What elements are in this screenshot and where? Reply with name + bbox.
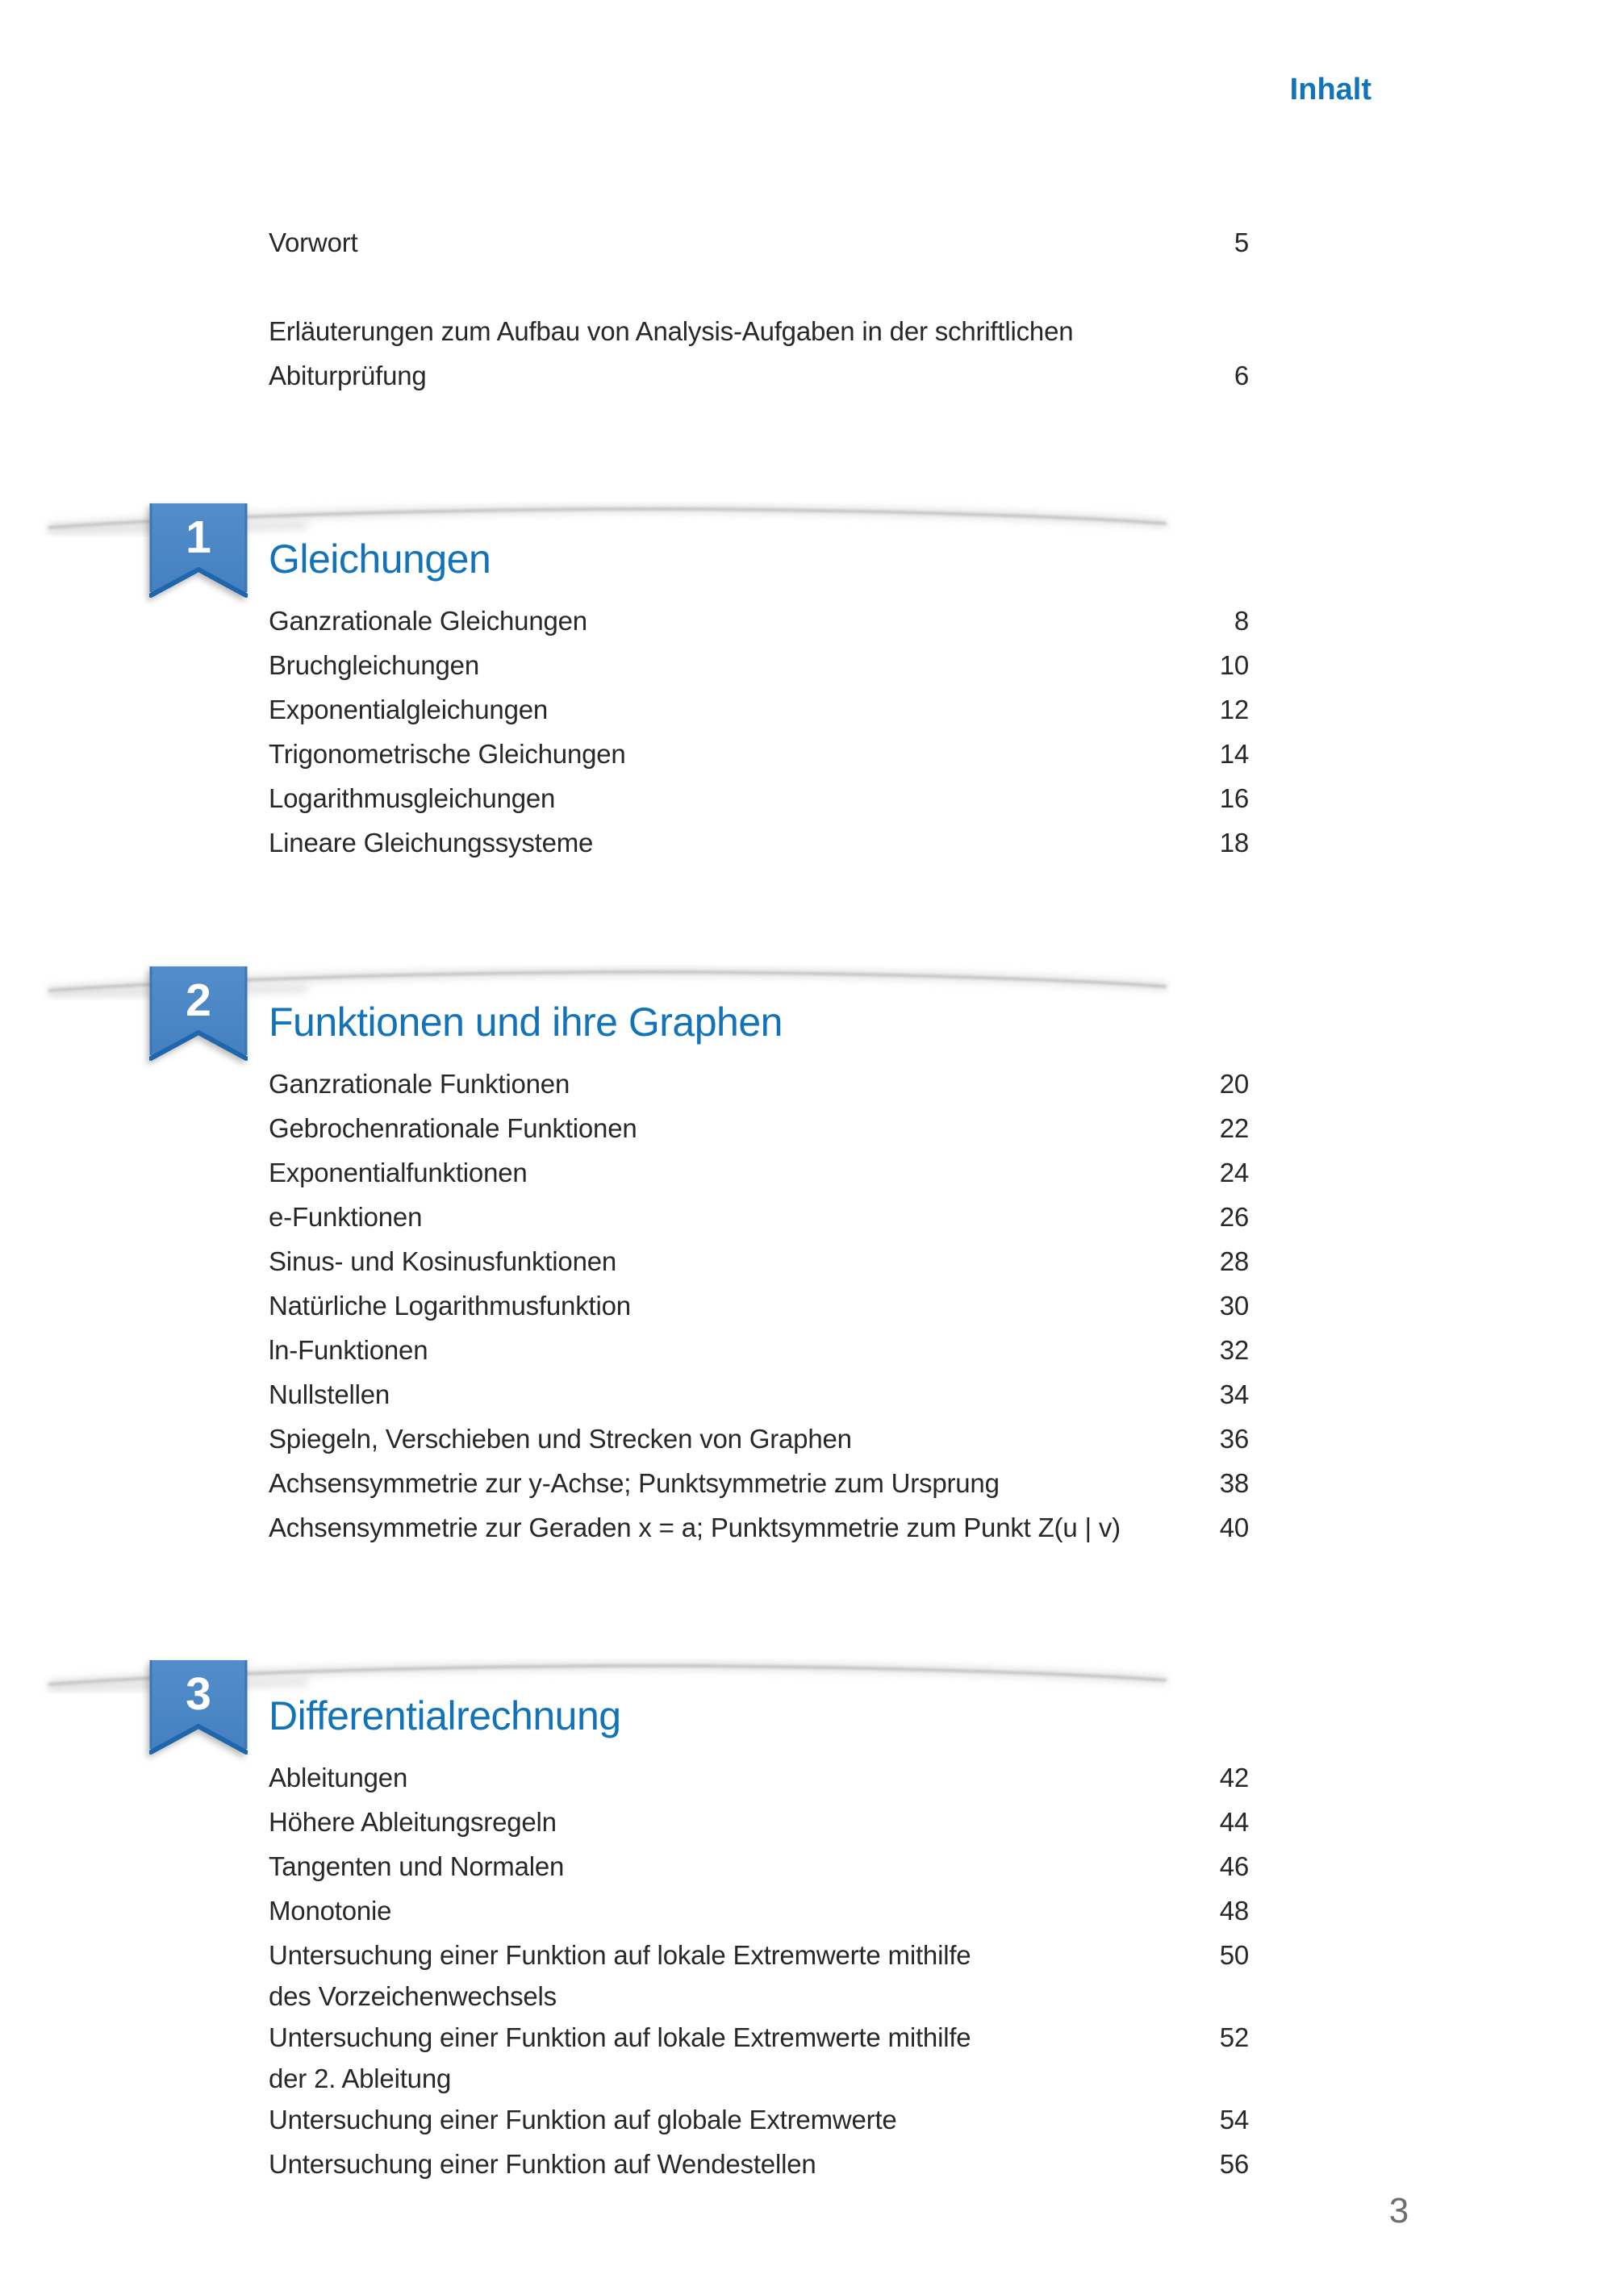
toc-entry [269,1062,1249,1106]
entry-label: Untersuchung einer Funktion auf lokale Extremwerte mithilfe [269,1939,971,1970]
section-number: 2 [186,974,211,1026]
section-title: Gleichungen [269,536,491,582]
entry-label: Vorwort [269,227,358,257]
toc-entry [269,1505,1249,1550]
entry-label: Sinus- und Kosinusfunktionen [269,1246,617,1276]
entry-label: Exponentialgleichungen [269,694,549,724]
entry-page-number: 30 [1219,1290,1249,1321]
toc-entry [269,1106,1249,1150]
entry-page-number: 22 [1219,1112,1249,1143]
entry-page-number: 24 [1219,1157,1249,1187]
section-number: 3 [186,1668,211,1720]
entry-page-number: 6 [1234,360,1249,390]
toc-entry [269,1328,1249,1372]
entry-page-number: 18 [1219,827,1249,858]
entry-label: Höhere Ableitungsregeln [269,1806,557,1837]
entry-page-number: 56 [1219,2148,1249,2179]
toc-entry [269,1844,1249,1888]
entry-page-number: 48 [1219,1895,1249,1926]
toc-entry [269,1977,1249,2015]
entry-page-number: 5 [1234,227,1249,257]
entry-label: e-Funktionen [269,1201,423,1232]
section-number-badge [149,503,248,600]
toc-entry [269,2097,1249,2142]
toc-entry [269,309,1249,353]
entry-page-number: 52 [1219,2022,1249,2052]
section-entries [269,599,1249,865]
entry-page-number: 42 [1219,1762,1249,1792]
entry-page-number: 44 [1219,1806,1249,1837]
entry-page-number: 38 [1219,1467,1249,1498]
toc-entry [269,1283,1249,1328]
section-number-badge [149,966,248,1063]
entry-label: Abiturprüfung [269,360,427,390]
section-number: 1 [186,511,211,563]
entry-label: Achsensymmetrie zur y-Achse; Punktsymmetrie zum Ursprung [269,1467,1000,1498]
entry-page-number: 34 [1219,1379,1249,1409]
entry-page-number: 16 [1219,782,1249,813]
section-number-badge [149,1660,248,1757]
entry-label: Natürliche Logarithmusfunktion [269,1290,631,1321]
toc-entry [269,820,1249,865]
entry-page-number: 26 [1219,1201,1249,1232]
section-title: Funktionen und ihre Graphen [269,999,783,1045]
toc-entry [269,1195,1249,1239]
entry-label: Bruchgleichungen [269,649,479,680]
toc-entry [269,2059,1249,2097]
entry-label: Monotonie [269,1895,392,1926]
entry-label: Untersuchung einer Funktion auf globale Extremwerte [269,2104,897,2135]
entry-page-number: 12 [1219,694,1249,724]
toc-entry [269,1461,1249,1505]
entry-label: Nullstellen [269,1379,390,1409]
toc-entry [269,643,1249,687]
toc-entry [269,2015,1249,2059]
entry-label: Gebrochenrationale Funktionen [269,1112,637,1143]
section-entries [269,1062,1249,1550]
toc-entry [269,1239,1249,1283]
toc-entry [269,687,1249,732]
entry-label: Lineare Gleichungssysteme [269,827,594,858]
toc-entry [269,1417,1249,1461]
toc-entry [269,1150,1249,1195]
entry-page-number: 10 [1219,649,1249,680]
toc-entry [269,1888,1249,1933]
toc-entry [269,220,1249,265]
entry-label: ln-Funktionen [269,1334,428,1365]
toc-entry [269,732,1249,776]
entry-label: Achsensymmetrie zur Geraden x = a; Punktsymmetrie zum Punkt Z(u | v) [269,1512,1121,1542]
entry-label: Ganzrationale Gleichungen [269,605,587,636]
entry-page-number: 50 [1219,1939,1249,1970]
front-matter-entries [269,220,1249,398]
entry-label: Logarithmusgleichungen [269,782,556,813]
entry-label: Untersuchung einer Funktion auf lokale Extremwerte mithilfe [269,2022,971,2052]
entry-page-number: 20 [1219,1068,1249,1099]
section-entries [269,1755,1249,2186]
entry-page-number: 54 [1219,2104,1249,2135]
toc-entry [269,599,1249,643]
entry-page-number: 40 [1219,1512,1249,1542]
entry-label: Untersuchung einer Funktion auf Wendestellen [269,2148,816,2179]
footer-page-number: 3 [1388,2191,1409,2230]
toc-entry [269,1933,1249,1977]
toc-entry [269,353,1249,398]
entry-page-number: 32 [1219,1334,1249,1365]
toc-entry [269,1800,1249,1844]
entry-label: Tangenten und Normalen [269,1851,565,1881]
entry-label: Spiegeln, Verschieben und Strecken von Graphen [269,1423,852,1454]
entry-label: des Vorzeichenwechsels [269,1980,557,2011]
entry-label: Ganzrationale Funktionen [269,1068,570,1099]
page-header-label: Inhalt [1289,73,1371,106]
toc-entry [269,1372,1249,1417]
entry-page-number: 14 [1219,738,1249,769]
entry-page-number: 28 [1219,1246,1249,1276]
toc-entry [269,2142,1249,2186]
entry-label: Trigonometrische Gleichungen [269,738,626,769]
entry-label: Exponentialfunktionen [269,1157,528,1187]
entry-label: Erläuterungen zum Aufbau von Analysis-Aufgaben in der schriftlichen [269,315,1074,346]
entry-label: der 2. Ableitung [269,2063,452,2093]
entry-page-number: 8 [1234,605,1249,636]
entry-label: Ableitungen [269,1762,408,1792]
entry-page-number: 46 [1219,1851,1249,1881]
entry-page-number: 36 [1219,1423,1249,1454]
toc-entry [269,776,1249,820]
toc-entry [269,1755,1249,1800]
section-title: Differentialrechnung [269,1693,621,1738]
